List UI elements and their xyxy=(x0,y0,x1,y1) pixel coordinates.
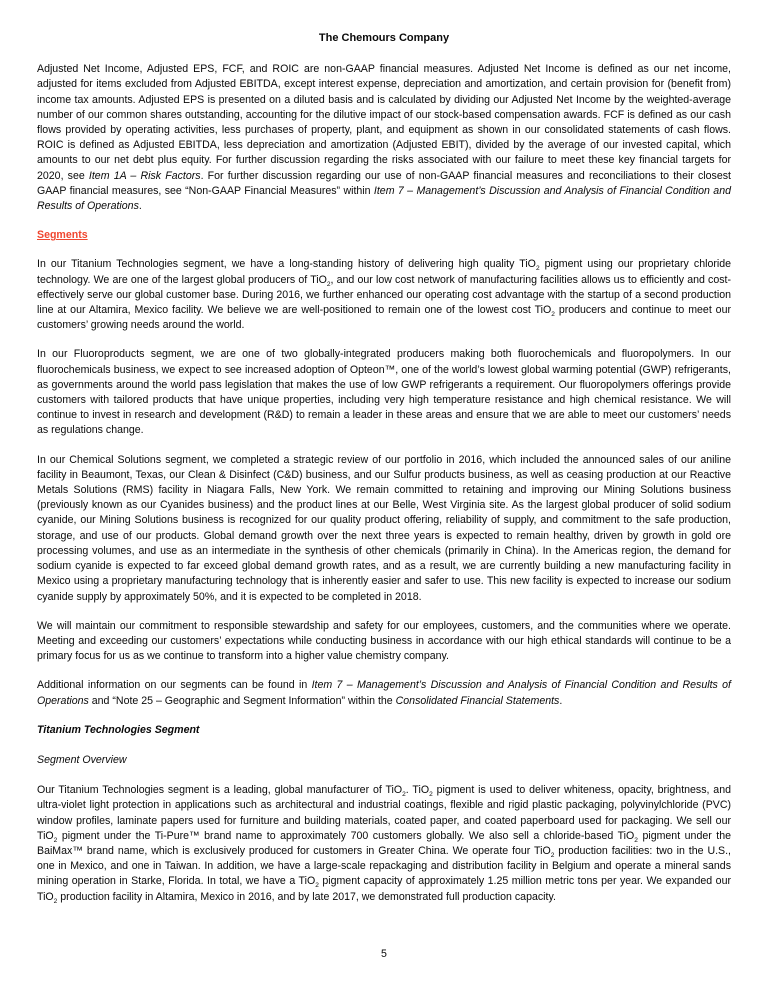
paragraph-segment-overview: Our Titanium Technologies segment is a leading, global manufacturer of TiO$_2$. TiO$_2$ pigment is used to deliver whiteness, opacity, brightness, and ultra-violet light protection in applications such as architectural and industrial coatings, flexible and rigid plastic packaging, polyvinylchloride (PVC) window profiles, laminate papers used for furniture and building materials, coated paper, and coated paperboard used for packaging. We sell our TiO$_2$ pigment under the Ti-Pure™ brand name to approximately 700 customers globally. We also sell a chloride-based TiO$_2$ pigment under the BaiMax™ brand name, which is exclusively produced for customers in Greater China. We operate four TiO$_2$ production facilities: two in the U.S., one in Mexico, and one in Taiwan. In addition, we have a large-scale repackaging and distribution facility in Belgium and operate a mineral sands mining operation in Starke, Florida. In total, we have a TiO$_2$ pigment capacity of approximately 1.25 million metric tons per year. We expanded our TiO$_2$ production facility in Altamira, Mexico in 2016, and by late 2017, we demonstrated full production capacity. xyxy=(37,784,732,905)
page-number: 5 xyxy=(381,947,387,960)
segments-heading: Segments xyxy=(37,229,88,242)
paragraph-stewardship: We will maintain our commitment to responsible stewardship and safety for our employees, customers, and the communities where we operate. Meeting and exceeding our customers’ expectations while conducting business in accordance with our high ethical standards will continue to be a primary focus for us as we continue to transform into a higher value chemistry company. xyxy=(37,619,731,663)
paragraph-chemical-solutions: In our Chemical Solutions segment, we completed a strategic review of our portfolio in 2016, which included the announced sales of our aniline facility in Beaumont, Texas, our Clean & Disinfect (C&D) business, and our Sulfur products business, as well as ceasing production at our Reactive Metals Solutions (RMS) facility in Niagara Falls, New York. We remain committed to retaining and improving our Mining Solutions business (previously known as our Cyanides business) and the product lines at our Belle, West Virginia site. As the largest global producer of solid sodium cyanide, our Mining Solutions business is recognized for our quality product offering, reliability of supply, and commitment to the safe production, storage, and use of our products. Global demand growth over the next three years is expected to remain healthy, driven by growth in gold ore processing volumes, and use as an intermediate in the synthesis of other chemicals (primarily in China). In the Americas region, the demand for sodium cyanide is expected to far exceed global demand growth rates, and as a result, we are currently building a new manufacturing facility in Mexico using a proprietary manufacturing technology that is inherently easier and safer to use. This new facility is expected to increase our sodium cyanide supply by approximately 50%, and it is expected to be completed in 2018. xyxy=(37,453,731,603)
paragraph-titanium-technologies: In our Titanium Technologies segment, we have a long-standing history of delivering high quality TiO$_2$ pigment using our proprietary chloride technology. We are one of the largest global producers of TiO$_2$, and our low cost network of manufacturing facilities allows us to efficiently and cost-effectively serve our global customer base. During 2016, we further enhanced our operating cost advantage with the startup of a second production line at our Altamira, Mexico facility. We believe we are well-positioned to remain one of the lowest cost TiO$_2$ producers and continue to meet our customers’ growing needs around the world. xyxy=(37,258,732,332)
document-title: The Chemours Company xyxy=(318,32,450,44)
paragraph-fluoroproducts: In our Fluoroproducts segment, we are one of two globally-integrated producers making both fluorochemicals and fluoropolymers. In our fluorochemicals business, we expect to see increased adoption of Opteon™, one of the world’s lowest global warming potential (GWP) refrigerants, as governments around the world pass legislation that makes the use of low GWP refrigerants a requirement. Our fluoropolymers offerings provide customers with tailored products that have unique properties, including very high temperature resistance and high chemical resistance. We will continue to invest in research and development (R&D) to remain a leader in these areas and ensure that we are able to meet our customers’ needs as regulations change. xyxy=(37,348,731,437)
titanium-segment-heading: Titanium Technologies Segment xyxy=(37,723,200,736)
paragraph-additional-info: Additional information on our segments can be found in Item 7 – Management’s Discussion and Analysis of Financial Condition and Results of Operations and “Note 25 – Geographic and Segment Information” within the Consolidated Financial Statements. xyxy=(37,679,731,707)
segment-overview-heading: Segment Overview xyxy=(37,753,127,766)
paragraph-non-gaap-measures: Adjusted Net Income, Adjusted EPS, FCF, and ROIC are non-GAAP financial measures. Adjusted Net Income is defined as our net income, adjusted for items excluded from Adjusted EBITDA, except interest expense, depreciation and amortization, and certain provision for (benefit from) income tax amounts. Adjusted EPS is presented on a diluted basis and is calculated by dividing our Adjusted Net Income by the weighted-average number of our common shares outstanding, accounting for the dilutive impact of our stock-based compensation awards. FCF is defined as our cash flows provided by operating activities, less purchases of property, plant, and equipment as shown in our consolidated statements of cash flows. ROIC is defined as Adjusted EBITDA, less depreciation and amortization (Adjusted EBIT), divided by the average of our invested capital, which amounts to our net debt plus equity. For further discussion regarding the risks associated with our failure to meet these key financial targets for 2020, see Item 1A – Risk Factors. For further discussion regarding our use of non-GAAP financial measures and reconciliations to their closest GAAP financial measures, see “Non-GAAP Financial Measures” within Item 7 – Management’s Discussion and Analysis of Financial Condition and Results of Operations. xyxy=(37,63,731,213)
